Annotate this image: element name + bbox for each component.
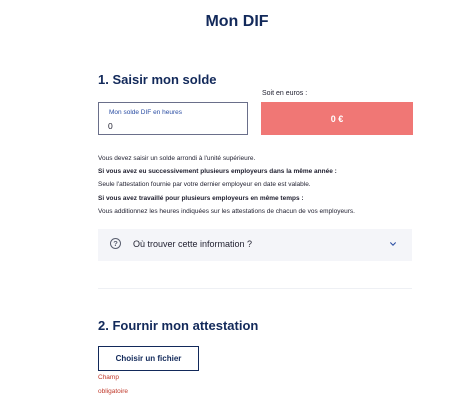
note-successive-employers-text: Seule l'attestation fournie par votre dernier employeur en date est valable. [98, 181, 311, 188]
page-title: Mon DIF [205, 13, 269, 30]
section-title-saisir-solde: 1. Saisir mon solde [98, 72, 217, 87]
euros-value-box [261, 102, 413, 135]
question-circle-icon: ? [110, 238, 121, 249]
chevron-down-icon [390, 241, 396, 247]
note-concurrent-employers-text: Vous additionnez les heures indiquées sur les attestations de chacun de vos employeurs. [98, 208, 355, 215]
euros-value: 0 € [330, 113, 344, 124]
required-field-message-line1: Champ [98, 374, 119, 381]
faq-accordion-label: Où trouver cette information ? [133, 239, 253, 249]
required-field-message-line2: obligatoire [98, 388, 128, 395]
choose-file-button[interactable]: Choisir un fichier [98, 346, 199, 371]
faq-accordion-where-to-find[interactable] [98, 229, 412, 261]
euros-label: Soit en euros : [262, 90, 308, 97]
note-concurrent-employers-heading: Si vous avez travaillé pour plusieurs employeurs en même temps : [98, 195, 304, 202]
section-divider [98, 288, 412, 289]
section-title-fournir-attestation: 2. Fournir mon attestation [98, 318, 259, 333]
dif-hours-input[interactable] [108, 120, 238, 132]
dif-hours-label: Mon solde DIF en heures [109, 109, 182, 116]
dif-hours-field[interactable] [98, 102, 248, 135]
note-successive-employers-heading: Si vous avez eu successivement plusieurs employeurs dans la même année : [98, 168, 337, 175]
note-rounding: Vous devez saisir un solde arrondi à l'unité supérieure. [98, 155, 256, 162]
